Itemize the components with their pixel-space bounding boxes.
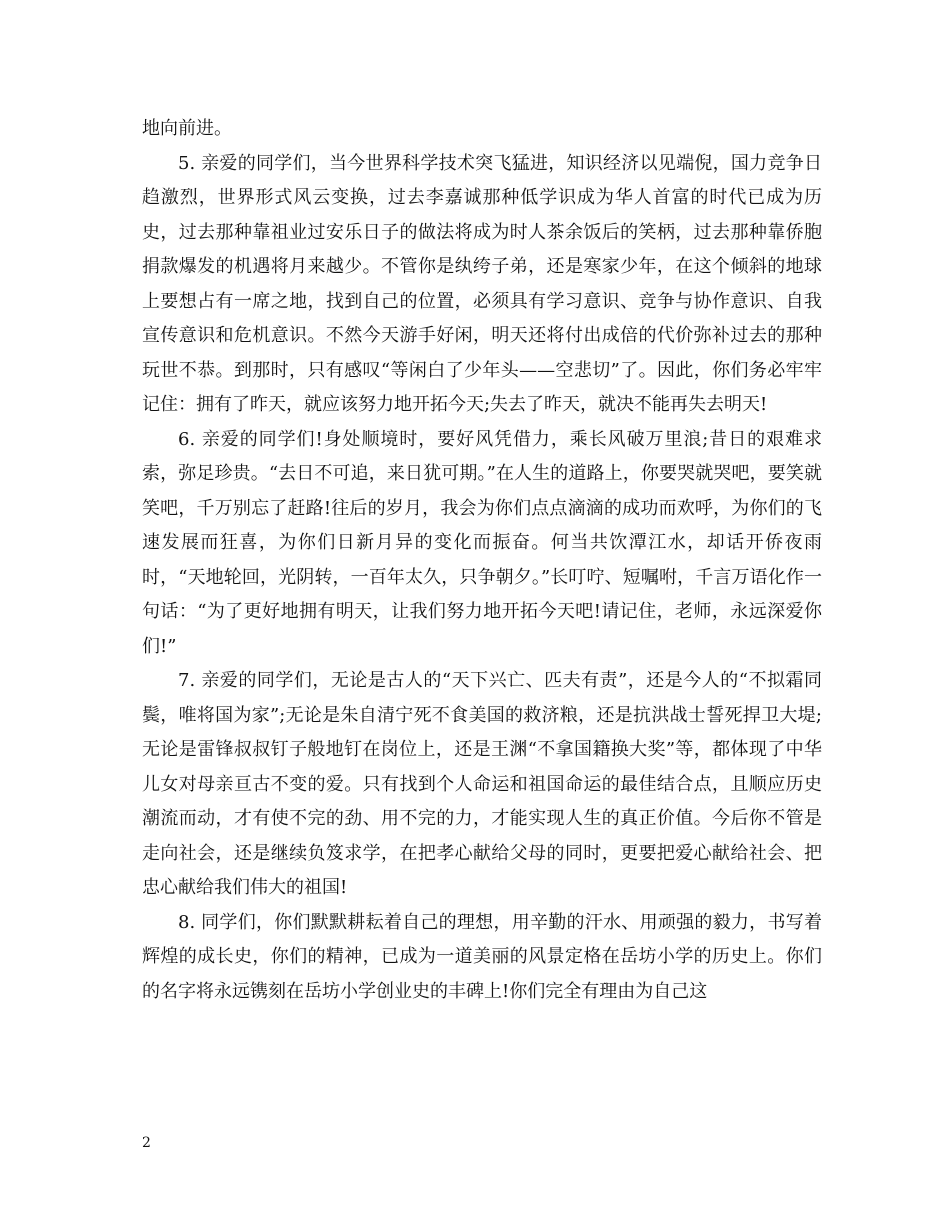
paragraph-5: 5. 亲爱的同学们，当今世界科学技术突飞猛进，知识经济以见端倪，国力竞争日趋激烈，世界形式风云变换，过去李嘉诚那种低学识成为华人首富的时代已成为历史，过去那种靠祖业过安乐日子的做法将成为时人茶余饭后的笑柄，过去那种靠侨胞捐款爆发的机遇将月来越少。不管你是纨绔子弟，还是寒家少年，在这个倾斜的地球上要想占有一席之地，找到自己的位置，必须具有学习意识、竞争与协作意识、自我宣传意识和危机意识。不然今天游手好闲，明天还将付出成倍的代价弥补过去的那种玩世不恭。到那时，只有感叹“等闲白了少年头——空悲切”了。因此，你们务必牢牢记住：拥有了昨天，就应该努力地开拓今天;失去了昨天，就决不能再失去明天! bbox=[142, 152, 822, 415]
paragraph-8: 8. 同学们，你们默默耕耘着自己的理想，用辛勤的汗水、用顽强的毅力，书写着辉煌的成长史，你们的精神，已成为一道美丽的风景定格在岳坊小学的历史上。你们的名字将永远镌刻在岳坊小学创业史的丰碑上!你们完全有理由为自己这 bbox=[142, 911, 822, 1002]
paragraph-6: 6. 亲爱的同学们!身处顺境时，要好风凭借力，乘长风破万里浪;昔日的艰难求索，弥足珍贵。“去日不可追，来日犹可期。”在人生的道路上，你要哭就哭吧，要笑就笑吧，千万别忘了赶路!往后的岁月，我会为你们点点滴滴的成功而欢呼，为你们的飞速发展而狂喜，为你们日新月异的变化而振奋。何当共饮潭江水，却话开侨夜雨时，“天地轮回，光阴转，一百年太久，只争朝夕。”长叮咛、短嘱咐，千言万语化作一句话：“为了更好地拥有明天，让我们努力地开拓今天吧!请记住，老师，永远深爱你们!” bbox=[142, 428, 822, 657]
paragraph-continuation: 地向前进。 bbox=[142, 118, 232, 139]
page-number: 2 bbox=[142, 1135, 151, 1151]
document-body bbox=[142, 112, 822, 1009]
paragraph-7: 7. 亲爱的同学们，无论是古人的“天下兴亡、匹夫有责”，还是今人的“不拟霜同鬓，唯将国为家”;无论是朱自清宁死不食美国的救济粮，还是抗洪战士誓死捍卫大堤;无论是雷锋叔叔钉子般地钉在岗位上，还是王渊“不拿国籍换大奖”等，都体现了中华儿女对母亲亘古不变的爱。只有找到个人命运和祖国命运的最佳结合点，且顺应历史潮流而动，才有使不完的劲、用不完的力，才能实现人生的真正价值。今后你不管是走向社会，还是继续负笈求学，在把孝心献给父母的同时，更要把爱心献给社会、把忠心献给我们伟大的祖国! bbox=[142, 670, 822, 898]
